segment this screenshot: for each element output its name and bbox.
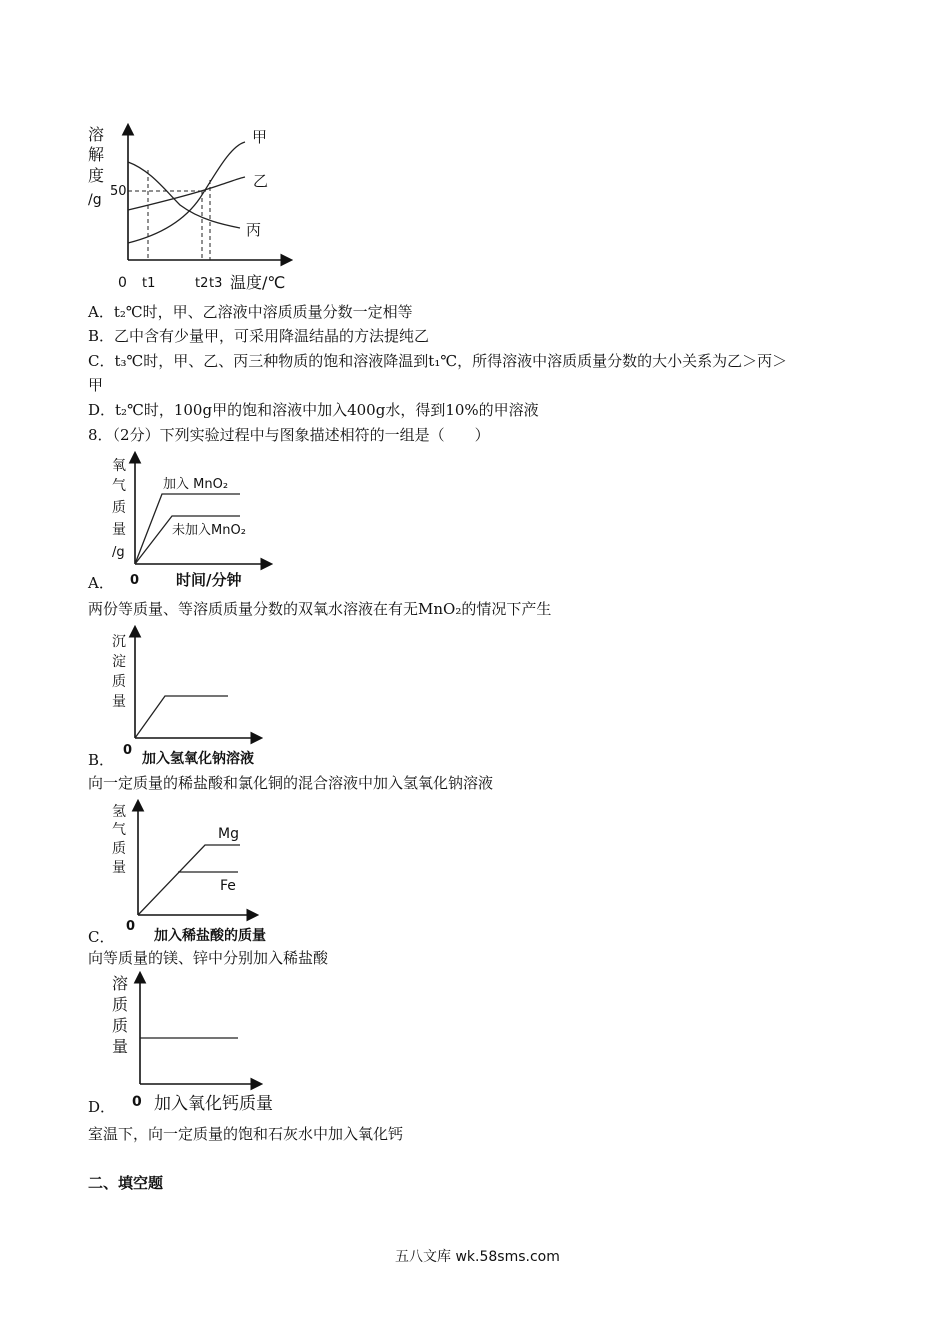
b-line [135,696,228,738]
d-ylabel-1: 溶 [112,974,129,993]
x-tick-t3: t3 [209,276,223,291]
q7-option-c-line2: 甲 [88,376,104,394]
c-ylabel-1: 氢 [112,804,126,820]
x-axis-label: 温度/℃ [230,273,286,292]
y-tick-50: 50 [110,184,127,199]
d-ylabel-2: 质 [112,995,129,1014]
a-x-axis-label: 时间/分钟 [176,571,242,589]
d-origin: 0 [132,1094,142,1110]
y-axis-label-3: 度 [88,166,105,185]
x-tick-t1: t1 [142,276,156,291]
q7-option-c-line1: C．t₃℃时，甲、乙、丙三种物质的饱和溶液降温到t₁℃，所得溶液中溶质质量分数的大小关系为乙＞丙＞ [88,352,788,370]
q8-c-letter: C． [88,928,115,946]
b-ylabel-4: 量 [112,694,126,710]
b-x-axis-label: 加入氢氧化钠溶液 [142,751,254,767]
c-x-axis-label: 加入稀盐酸的质量 [154,928,266,944]
c-ylabel-3: 质 [112,841,126,857]
a-ylabel-3: 质 [112,500,126,516]
section-heading: 二、填空题 [88,1174,164,1192]
a-ylabel-1: 氧 [112,458,126,474]
d-x-axis-label: 加入氧化钙质量 [154,1094,273,1114]
a-ylabel-2: 气 [112,478,126,494]
curve-label-yi: 乙 [253,172,269,190]
q7-option-b: B．乙中含有少量甲，可采用降温结晶的方法提纯乙 [88,327,430,345]
y-axis-label-4: /g [88,192,102,208]
b-ylabel-1: 沉 [112,634,126,650]
a-label-without-mno2: 未加入MnO₂ [172,523,246,538]
q8-a-letter: A． [88,574,114,592]
c-label-mg: Mg [218,826,239,842]
footer-watermark: 五八文库 wk.58sms.com [395,1249,560,1265]
a-ylabel-4: 量 [112,522,126,538]
y-axis-label-2: 解 [88,145,105,164]
b-origin: 0 [123,743,133,758]
q8-d-letter: D． [88,1098,116,1116]
b-ylabel-2: 淀 [112,654,126,670]
chart-c-hydrogen [110,800,270,945]
q7-option-a: A．t₂℃时，甲、乙溶液中溶质质量分数一定相等 [88,303,413,321]
curve-bing [128,162,240,228]
c-ylabel-4: 量 [112,860,126,876]
q8-b-letter: B． [88,751,115,769]
curve-jia [128,142,245,243]
q8-d-desc: 室温下，向一定质量的饱和石灰水中加入氧化钙 [88,1125,404,1143]
q8-c-desc: 向等质量的镁、锌中分别加入稀盐酸 [88,949,329,967]
chart-d-solute [110,972,310,1122]
curve-yi [128,177,245,210]
q8-b-desc: 向一定质量的稀盐酸和氯化铜的混合溶液中加入氢氧化钠溶液 [88,774,494,792]
origin-label: 0 [118,275,127,291]
chart-a-oxygen [110,452,280,592]
q7-option-d: D．t₂℃时，100g甲的饱和溶液中加入400g水，得到10%的甲溶液 [88,401,539,419]
a-origin: 0 [130,573,140,588]
c-origin: 0 [126,919,136,934]
d-ylabel-3: 质 [112,1016,129,1035]
curve-label-bing: 丙 [246,221,262,239]
c-label-fe: Fe [220,878,236,894]
q8-stem: 8．（2分）下列实验过程中与图象描述相符的一组是（ ） [88,426,490,444]
a-ylabel-5: /g [112,545,125,560]
c-ylabel-2: 气 [112,822,126,838]
a-label-with-mno2: 加入 MnO₂ [163,477,229,492]
solubility-chart [80,120,310,300]
chart-b-precipitate [110,626,270,768]
y-axis-label-1: 溶 [88,125,105,144]
b-ylabel-3: 质 [112,674,126,690]
q8-a-desc: 两份等质量、等溶质质量分数的双氧水溶液在有无MnO₂的情况下产生 [88,600,552,618]
d-ylabel-4: 量 [112,1037,129,1056]
x-tick-t2: t2 [195,276,209,291]
curve-label-jia: 甲 [252,128,268,146]
